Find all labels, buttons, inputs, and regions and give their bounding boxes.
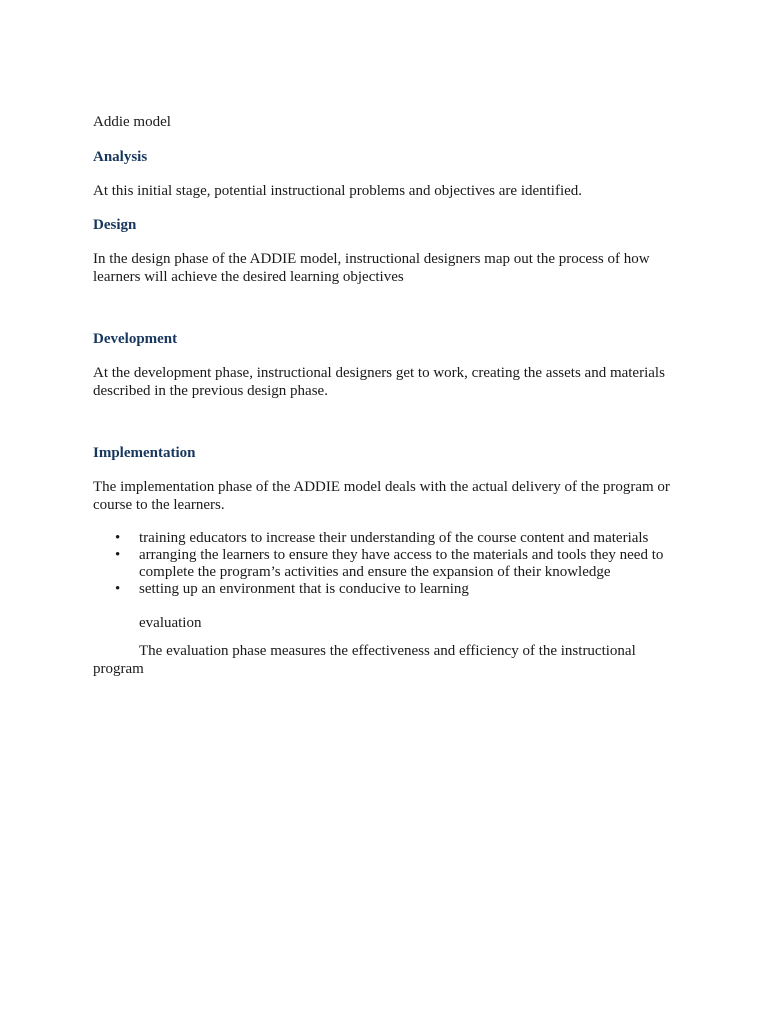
analysis-heading: Analysis [93,149,148,165]
evaluation-paragraph: The evaluation phase measures the effectiveness and efficiency of the instructional program [93,643,636,677]
implementation-paragraph: The implementation phase of the ADDIE model deals with the actual delivery of the program or course to the learners. [93,479,670,513]
evaluation-heading: evaluation [139,615,202,631]
implementation-heading: Implementation [93,445,196,461]
bullet-item: • training educators to increase their understanding of the course content and materials [139,530,678,547]
document-title: Addie model [93,114,171,130]
document-body [93,113,678,678]
implementation-bullet-list [93,530,678,598]
development-heading: Development [93,331,178,347]
analysis-paragraph: At this initial stage, potential instructional problems and objectives are identified. [93,183,583,199]
bullet-item: • arranging the learners to ensure they have access to the materials and tools they need to complete the program’s activities and ensure the expansion of their knowledge [139,547,678,581]
bullet-item: • setting up an environment that is conducive to learning [139,581,678,598]
design-paragraph: In the design phase of the ADDIE model, instructional designers map out the process of how learners will achieve the desired learning objectives [93,251,650,285]
development-paragraph: At the development phase, instructional designers get to work, creating the assets and materials described in the previous design phase. [93,365,665,399]
design-heading: Design [93,217,137,233]
